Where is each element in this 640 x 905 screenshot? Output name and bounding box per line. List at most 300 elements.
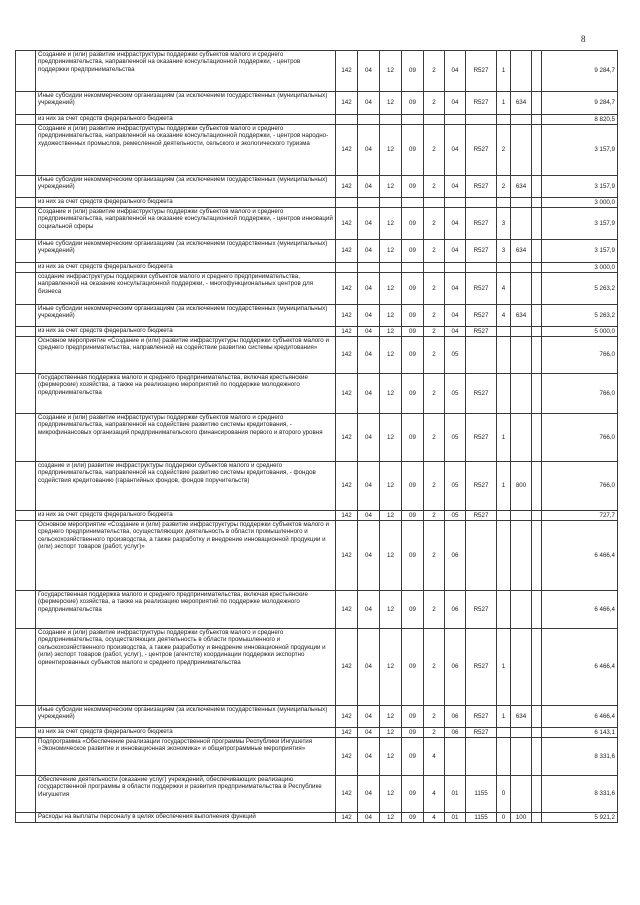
code-cell [532, 813, 542, 823]
code-cell: 1 [497, 462, 511, 511]
code-cell [380, 115, 402, 125]
table-row [16, 511, 618, 521]
code-cell [511, 208, 532, 240]
code-cell: 09 [402, 92, 424, 115]
code-cell: 12 [380, 208, 402, 240]
code-cell: 2 [424, 462, 445, 511]
code-cell: 2 [424, 728, 445, 738]
margin-cell [16, 125, 36, 176]
code-cell: 05 [445, 462, 466, 511]
row-description: Иные субсидии некоммерческим организациям (за исключением государственных (муниципальных) учреждений) [36, 706, 336, 728]
code-cell: R527 [466, 374, 497, 414]
code-cell: 142 [336, 776, 358, 813]
code-cell: 634 [511, 176, 532, 198]
margin-cell [16, 273, 36, 305]
code-cell: 04 [358, 208, 380, 240]
table-row [16, 263, 618, 273]
code-cell: 09 [402, 738, 424, 776]
code-cell: 2 [424, 337, 445, 374]
code-cell [532, 176, 542, 198]
code-cell [511, 125, 532, 176]
code-cell: R527 [466, 728, 497, 738]
row-amount: 6 466,4 [542, 629, 618, 706]
row-description: из них за счет средств федерального бюджета [36, 198, 336, 208]
code-cell: 3 [497, 208, 511, 240]
code-cell: R527 [466, 176, 497, 198]
row-amount: 9 284,7 [542, 51, 618, 92]
code-cell [511, 511, 532, 521]
row-description: Расходы на выплаты персоналу в целях обеспечения выполнения функций [36, 813, 336, 823]
table-row [16, 305, 618, 327]
margin-cell [16, 591, 36, 629]
code-cell: 142 [336, 125, 358, 176]
budget-table-body [16, 51, 618, 823]
margin-cell [16, 706, 36, 728]
code-cell: 04 [445, 327, 466, 337]
code-cell: 142 [336, 521, 358, 591]
code-cell: 04 [445, 208, 466, 240]
code-cell: 142 [336, 813, 358, 823]
code-cell [466, 115, 497, 125]
code-cell: 09 [402, 511, 424, 521]
code-cell: R527 [466, 706, 497, 728]
code-cell [336, 263, 358, 273]
code-cell: 06 [445, 521, 466, 591]
row-description: Создание и (или) развитие инфраструктуры поддержки субъектов малого и среднего предпринимательства, направленной на содействие развитию системы кредитования, - микрофинансовых организаций предпринимательского финансирования первого и второго уровня [36, 414, 336, 462]
code-cell: R527 [466, 327, 497, 337]
code-cell: 04 [358, 240, 380, 263]
code-cell: 142 [336, 706, 358, 728]
code-cell: 04 [358, 813, 380, 823]
code-cell: 06 [445, 629, 466, 706]
code-cell: 634 [511, 240, 532, 263]
code-cell [424, 263, 445, 273]
code-cell: 05 [445, 511, 466, 521]
row-amount: 5 263,2 [542, 273, 618, 305]
code-cell: 2 [424, 374, 445, 414]
code-cell: 01 [445, 813, 466, 823]
margin-cell [16, 629, 36, 706]
code-cell: 1 [497, 706, 511, 728]
code-cell: 142 [336, 414, 358, 462]
code-cell: 800 [511, 462, 532, 511]
table-row [16, 374, 618, 414]
code-cell: 04 [358, 706, 380, 728]
code-cell: 09 [402, 327, 424, 337]
code-cell: 09 [402, 414, 424, 462]
code-cell [532, 305, 542, 327]
row-amount: 3 157,9 [542, 240, 618, 263]
table-row [16, 706, 618, 728]
table-row [16, 521, 618, 591]
code-cell [380, 198, 402, 208]
code-cell: 06 [445, 591, 466, 629]
code-cell: 09 [402, 374, 424, 414]
code-cell [511, 629, 532, 706]
margin-cell [16, 813, 36, 823]
code-cell [445, 198, 466, 208]
code-cell: 2 [424, 511, 445, 521]
code-cell: 09 [402, 706, 424, 728]
code-cell: 2 [497, 176, 511, 198]
code-cell: 09 [402, 208, 424, 240]
code-cell: 04 [358, 337, 380, 374]
code-cell: 09 [402, 629, 424, 706]
table-row [16, 629, 618, 706]
code-cell: 142 [336, 327, 358, 337]
code-cell: 12 [380, 337, 402, 374]
table-row [16, 115, 618, 125]
row-description: Иные субсидии некоммерческим организациям (за исключением государственных (муниципальных) учреждений) [36, 240, 336, 263]
code-cell: R527 [466, 462, 497, 511]
code-cell: 04 [358, 125, 380, 176]
code-cell: 142 [336, 305, 358, 327]
row-description: из них за счет средств федерального бюджета [36, 327, 336, 337]
table-row [16, 51, 618, 92]
code-cell [497, 738, 511, 776]
code-cell: 12 [380, 51, 402, 92]
code-cell: 05 [445, 337, 466, 374]
code-cell: 2 [424, 51, 445, 92]
code-cell: 2 [424, 414, 445, 462]
code-cell: 09 [402, 776, 424, 813]
code-cell: 142 [336, 92, 358, 115]
row-amount: 3 157,9 [542, 208, 618, 240]
row-amount: 9 284,7 [542, 92, 618, 115]
margin-cell [16, 198, 36, 208]
code-cell: 2 [424, 240, 445, 263]
code-cell: 2 [424, 327, 445, 337]
code-cell: 09 [402, 813, 424, 823]
code-cell: 1 [497, 629, 511, 706]
code-cell: 0 [497, 776, 511, 813]
margin-cell [16, 462, 36, 511]
code-cell: 04 [445, 273, 466, 305]
table-row [16, 273, 618, 305]
code-cell: 04 [445, 51, 466, 92]
code-cell: 2 [424, 706, 445, 728]
code-cell [466, 738, 497, 776]
code-cell: 04 [358, 92, 380, 115]
code-cell: 09 [402, 305, 424, 327]
row-description: из них за счет средств федерального бюджета [36, 728, 336, 738]
code-cell [532, 374, 542, 414]
code-cell: R527 [466, 305, 497, 327]
code-cell [497, 263, 511, 273]
code-cell [511, 51, 532, 92]
margin-cell [16, 51, 36, 92]
margin-cell [16, 327, 36, 337]
row-amount: 727,7 [542, 511, 618, 521]
row-description: Создание и (или) развитие инфраструктуры поддержки субъектов малого и среднего предпринимательства, направленной на оказание консультационной поддержки, - центров инноваций социальной сферы [36, 208, 336, 240]
row-amount: 8 331,6 [542, 776, 618, 813]
code-cell: 05 [445, 414, 466, 462]
code-cell [445, 738, 466, 776]
code-cell: 04 [358, 414, 380, 462]
code-cell: 09 [402, 240, 424, 263]
code-cell [532, 511, 542, 521]
margin-cell [16, 414, 36, 462]
code-cell: 04 [358, 305, 380, 327]
margin-cell [16, 263, 36, 273]
code-cell [497, 198, 511, 208]
code-cell: 1 [497, 414, 511, 462]
code-cell: 634 [511, 305, 532, 327]
code-cell [497, 521, 511, 591]
margin-cell [16, 776, 36, 813]
margin-cell [16, 176, 36, 198]
code-cell: 09 [402, 521, 424, 591]
code-cell: 12 [380, 521, 402, 591]
code-cell: R527 [466, 125, 497, 176]
code-cell [511, 263, 532, 273]
table-row [16, 198, 618, 208]
code-cell: 04 [445, 305, 466, 327]
code-cell: 06 [445, 706, 466, 728]
row-amount: 8 331,6 [542, 738, 618, 776]
code-cell [497, 728, 511, 738]
code-cell: 04 [358, 591, 380, 629]
table-row [16, 240, 618, 263]
code-cell: 12 [380, 92, 402, 115]
code-cell: 09 [402, 591, 424, 629]
code-cell: 100 [511, 813, 532, 823]
code-cell: 12 [380, 511, 402, 521]
margin-cell [16, 305, 36, 327]
code-cell: 04 [358, 776, 380, 813]
code-cell [358, 263, 380, 273]
code-cell [532, 327, 542, 337]
margin-cell [16, 208, 36, 240]
code-cell: 04 [358, 629, 380, 706]
code-cell [532, 414, 542, 462]
code-cell: 09 [402, 176, 424, 198]
code-cell: 04 [358, 521, 380, 591]
row-amount: 6 143,1 [542, 728, 618, 738]
code-cell: 04 [445, 125, 466, 176]
row-description: Обеспечение деятельности (оказание услуг) учреждений, обеспечивающих реализацию государственной программы в области поддержки и развития предпринимательства в Республике Ингушетия [36, 776, 336, 813]
code-cell: R527 [466, 273, 497, 305]
code-cell [511, 327, 532, 337]
code-cell [402, 115, 424, 125]
table-row [16, 92, 618, 115]
code-cell: 12 [380, 305, 402, 327]
code-cell: 12 [380, 176, 402, 198]
row-amount: 766,0 [542, 374, 618, 414]
code-cell [497, 327, 511, 337]
code-cell [466, 337, 497, 374]
code-cell [511, 521, 532, 591]
code-cell: 2 [424, 176, 445, 198]
code-cell [497, 511, 511, 521]
margin-cell [16, 728, 36, 738]
row-description: Иные субсидии некоммерческим организациям (за исключением государственных (муниципальных) учреждений) [36, 92, 336, 115]
code-cell [532, 92, 542, 115]
code-cell [532, 738, 542, 776]
code-cell [497, 591, 511, 629]
code-cell: 4 [497, 273, 511, 305]
row-description: создание инфраструктуры поддержки субъектов малого и среднего предпринимательства, направленной на оказание консультационной поддержки, - многофункциональных центров для бизнеса [36, 273, 336, 305]
code-cell: 142 [336, 337, 358, 374]
code-cell: 4 [424, 738, 445, 776]
table-row [16, 327, 618, 337]
margin-cell [16, 92, 36, 115]
code-cell [466, 521, 497, 591]
code-cell: 2 [424, 629, 445, 706]
row-amount: 5 263,2 [542, 305, 618, 327]
table-row [16, 125, 618, 176]
row-description: Создание и (или) развитие инфраструктуры поддержки субъектов малого и среднего предпринимательства, направленной на оказание консультационной поддержки, - центров народно-художественных промыслов, ремесленной деятельности, сельского и экологического туризма [36, 125, 336, 176]
row-amount: 3 157,9 [542, 176, 618, 198]
code-cell [466, 198, 497, 208]
code-cell [358, 198, 380, 208]
code-cell: 04 [358, 273, 380, 305]
code-cell: 0 [497, 813, 511, 823]
code-cell: 04 [445, 176, 466, 198]
row-amount: 3 157,9 [542, 125, 618, 176]
row-amount: 6 466,4 [542, 706, 618, 728]
code-cell: 09 [402, 728, 424, 738]
code-cell [445, 115, 466, 125]
code-cell [532, 706, 542, 728]
code-cell: 12 [380, 327, 402, 337]
code-cell: 09 [402, 273, 424, 305]
code-cell: 2 [424, 591, 445, 629]
code-cell: 12 [380, 414, 402, 462]
row-description: Основное мероприятие «Создание и (или) развитие инфраструктуры поддержки субъектов малого и среднего предпринимательства, направленной на содействие развитию системы кредитования» [36, 337, 336, 374]
page-number: 8 [581, 34, 586, 44]
code-cell [532, 337, 542, 374]
table-row [16, 738, 618, 776]
table-row [16, 208, 618, 240]
row-amount: 6 466,4 [542, 591, 618, 629]
row-amount: 766,0 [542, 414, 618, 462]
code-cell [511, 273, 532, 305]
code-cell [511, 337, 532, 374]
code-cell: 04 [358, 327, 380, 337]
row-amount: 766,0 [542, 462, 618, 511]
row-description: из них за счет средств федерального бюджета [36, 115, 336, 125]
code-cell [511, 414, 532, 462]
code-cell [532, 273, 542, 305]
code-cell: 634 [511, 92, 532, 115]
code-cell: 634 [511, 706, 532, 728]
code-cell [511, 115, 532, 125]
code-cell: 04 [445, 240, 466, 263]
code-cell: 12 [380, 738, 402, 776]
code-cell: 05 [445, 374, 466, 414]
code-cell [532, 198, 542, 208]
code-cell: 12 [380, 776, 402, 813]
code-cell: R527 [466, 414, 497, 462]
code-cell [466, 263, 497, 273]
table-row [16, 462, 618, 511]
code-cell [402, 263, 424, 273]
code-cell: R527 [466, 240, 497, 263]
code-cell: 2 [424, 92, 445, 115]
table-row [16, 776, 618, 813]
code-cell: 142 [336, 738, 358, 776]
table-row [16, 728, 618, 738]
code-cell: 04 [358, 374, 380, 414]
row-amount: 6 466,4 [542, 521, 618, 591]
code-cell [532, 51, 542, 92]
table-row [16, 414, 618, 462]
code-cell: 12 [380, 728, 402, 738]
margin-cell [16, 115, 36, 125]
code-cell: 142 [336, 462, 358, 511]
code-cell [511, 776, 532, 813]
row-amount: 5 000,0 [542, 327, 618, 337]
code-cell [511, 198, 532, 208]
row-description: Иные субсидии некоммерческим организациям (за исключением государственных (муниципальных) учреждений) [36, 305, 336, 327]
code-cell: 2 [424, 521, 445, 591]
code-cell: 4 [424, 813, 445, 823]
row-description: Создание и (или) развитие инфраструктуры поддержки субъектов малого и среднего предпринимательства, осуществляющих деятельность в области промышленного и сельскохозяйственного производства, а также разработку и внедрение инновационной продукции и (или) экспорт товаров (работ, услуг), - центров (агентств) координации поддержки экспортно ориентированных субъектов малого и среднего предпринимательства [36, 629, 336, 706]
row-description: Иные субсидии некоммерческим организациям (за исключением государственных (муниципальных) учреждений) [36, 176, 336, 198]
row-description: Государственная поддержка малого и среднего предпринимательства, включая крестьянские (фермерские) хозяйства, а также на реализацию мероприятий по поддержке молодежного предпринимательства [36, 374, 336, 414]
row-description: Основное мероприятие «Создание и (или) развитие инфраструктуры поддержки субъектов малого и среднего предпринимательства, осуществляющих деятельность в области промышленного и сельскохозяйственного производства, а также разработку и внедрение инновационной продукции и (или) экспорт товаров (работ, услуг)» [36, 521, 336, 591]
code-cell [532, 776, 542, 813]
code-cell [532, 115, 542, 125]
code-cell: 04 [445, 92, 466, 115]
code-cell: 1 [497, 51, 511, 92]
code-cell [532, 125, 542, 176]
code-cell: R527 [466, 51, 497, 92]
code-cell: 142 [336, 51, 358, 92]
code-cell [532, 728, 542, 738]
code-cell [532, 591, 542, 629]
code-cell [445, 263, 466, 273]
code-cell: 142 [336, 176, 358, 198]
code-cell: 142 [336, 273, 358, 305]
code-cell: 142 [336, 728, 358, 738]
code-cell [532, 462, 542, 511]
code-cell [380, 263, 402, 273]
code-cell: 3 [497, 240, 511, 263]
table-row [16, 337, 618, 374]
code-cell: R527 [466, 208, 497, 240]
table-row [16, 813, 618, 823]
code-cell [402, 198, 424, 208]
row-amount: 8 820,5 [542, 115, 618, 125]
code-cell: R527 [466, 511, 497, 521]
row-amount: 3 000,0 [542, 263, 618, 273]
code-cell [511, 738, 532, 776]
code-cell: 12 [380, 462, 402, 511]
code-cell: 09 [402, 51, 424, 92]
code-cell [532, 263, 542, 273]
code-cell [511, 591, 532, 629]
margin-cell [16, 738, 36, 776]
code-cell: 09 [402, 125, 424, 176]
code-cell [532, 521, 542, 591]
code-cell [497, 374, 511, 414]
code-cell [358, 115, 380, 125]
code-cell: 12 [380, 374, 402, 414]
code-cell: 09 [402, 337, 424, 374]
row-description: из них за счет средств федерального бюджета [36, 511, 336, 521]
row-description: из них за счет средств федерального бюджета [36, 263, 336, 273]
code-cell: 06 [445, 728, 466, 738]
code-cell: 12 [380, 813, 402, 823]
code-cell: 142 [336, 591, 358, 629]
code-cell: R527 [466, 629, 497, 706]
code-cell: 2 [424, 125, 445, 176]
code-cell: 12 [380, 273, 402, 305]
code-cell [336, 198, 358, 208]
code-cell: 142 [336, 511, 358, 521]
